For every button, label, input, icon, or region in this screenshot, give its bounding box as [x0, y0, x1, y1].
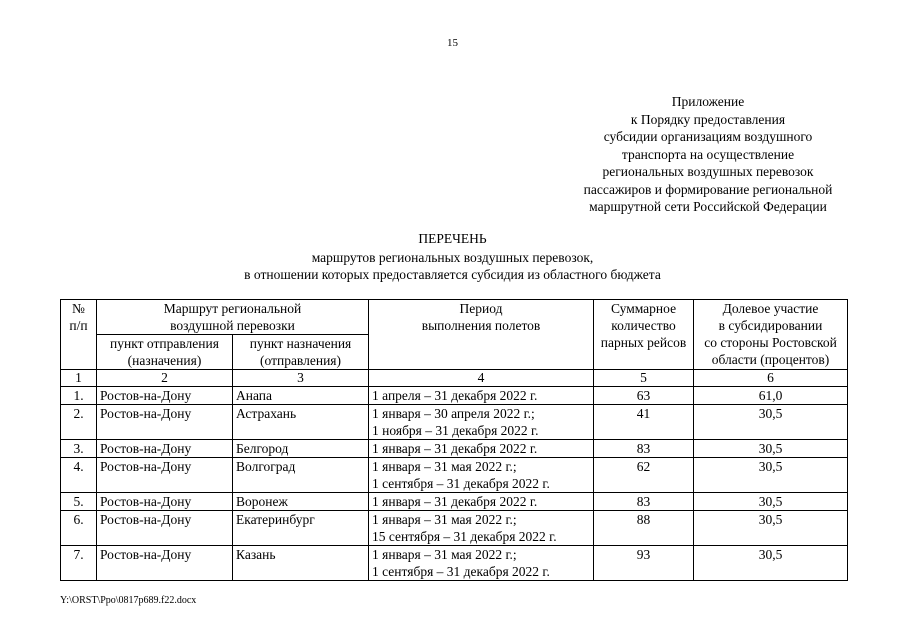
appendix-block: [553, 93, 863, 216]
column-number: 3: [233, 370, 369, 387]
flight-count: 93: [594, 546, 694, 581]
destination-point: Воронеж: [233, 493, 369, 511]
row-number: 4.: [61, 458, 97, 493]
destination-point: Казань: [233, 546, 369, 581]
flight-count: 62: [594, 458, 694, 493]
document-title: [0, 230, 905, 284]
column-number-row: [61, 370, 848, 387]
table-row: [61, 387, 848, 405]
header-route: Маршрут региональной воздушной перевозки: [97, 300, 369, 335]
destination-point: Астрахань: [233, 405, 369, 440]
column-number: 5: [594, 370, 694, 387]
table-row: [61, 493, 848, 511]
title-line: маршрутов региональных воздушных перевозок,: [311, 249, 594, 265]
title-heading: ПЕРЕЧЕНЬ: [418, 231, 487, 246]
flight-count: 83: [594, 440, 694, 458]
table-row: [61, 405, 848, 440]
row-number: 5.: [61, 493, 97, 511]
appendix-line: пассажиров и формирование региональной: [583, 181, 833, 197]
departure-point: Ростов-на-Дону: [97, 458, 233, 493]
column-number: 6: [694, 370, 848, 387]
flight-count: 83: [594, 493, 694, 511]
departure-point: Ростов-на-Дону: [97, 405, 233, 440]
table-row: [61, 511, 848, 546]
header-flights: Суммарное количество парных рейсов: [594, 300, 694, 370]
destination-point: Анапа: [233, 387, 369, 405]
departure-point: Ростов-на-Дону: [97, 546, 233, 581]
header-departure: пункт отправления (назначения): [97, 335, 233, 370]
subsidy-share: 30,5: [694, 405, 848, 440]
departure-point: Ростов-на-Дону: [97, 387, 233, 405]
period-line: 1 сентября – 31 декабря 2022 г.: [372, 476, 550, 491]
page-number: 15: [447, 37, 458, 49]
period-line: 1 января – 30 апреля 2022 г.;: [372, 406, 535, 421]
flight-count: 88: [594, 511, 694, 546]
row-number: 1.: [61, 387, 97, 405]
file-path-footer: Y:\ORST\Ppo\0817p689.f22.docx: [60, 595, 197, 606]
flight-count: 41: [594, 405, 694, 440]
column-number: 4: [369, 370, 594, 387]
flight-period: [369, 387, 594, 405]
subsidy-share: 30,5: [694, 511, 848, 546]
row-number: 6.: [61, 511, 97, 546]
flight-period: [369, 493, 594, 511]
destination-point: Белгород: [233, 440, 369, 458]
period-line: 1 января – 31 мая 2022 г.;: [372, 547, 517, 562]
appendix-line: субсидии организациям воздушного: [603, 129, 813, 144]
destination-point: Волгоград: [233, 458, 369, 493]
row-number: 7.: [61, 546, 97, 581]
flight-period: [369, 440, 594, 458]
flight-count: 63: [594, 387, 694, 405]
appendix-line: к Порядку предоставления: [630, 111, 786, 127]
title-line: в отношении которых предоставляется субсидия из областного бюджета: [244, 267, 661, 282]
header-share: Долевое участие в субсидировании со стороны Ростовской области (процентов): [694, 300, 848, 370]
routes-table: [60, 299, 848, 581]
subsidy-share: 30,5: [694, 440, 848, 458]
subsidy-share: 61,0: [694, 387, 848, 405]
table-row: [61, 440, 848, 458]
row-number: 2.: [61, 405, 97, 440]
table-header-row: [61, 300, 848, 335]
period-line: 1 января – 31 декабря 2022 г.: [372, 494, 538, 509]
routes-table-body: [61, 387, 848, 581]
period-line: 1 сентября – 31 декабря 2022 г.: [372, 564, 550, 579]
appendix-line: транспорта на осуществление: [621, 146, 795, 162]
flight-period: [369, 546, 594, 581]
departure-point: Ростов-на-Дону: [97, 493, 233, 511]
period-line: 15 сентября – 31 декабря 2022 г.: [372, 529, 557, 544]
column-number: 1: [61, 370, 97, 387]
flight-period: [369, 405, 594, 440]
appendix-line: региональных воздушных перевозок: [602, 164, 814, 179]
column-number: 2: [97, 370, 233, 387]
destination-point: Екатеринбург: [233, 511, 369, 546]
subsidy-share: 30,5: [694, 458, 848, 493]
subsidy-share: 30,5: [694, 546, 848, 581]
period-line: 1 января – 31 мая 2022 г.;: [372, 459, 517, 474]
header-period: Период выполнения полетов: [369, 300, 594, 370]
table-row: [61, 546, 848, 581]
appendix-line: маршрутной сети Российской Федерации: [589, 199, 827, 214]
header-destination: пункт назначения (отправления): [233, 335, 369, 370]
flight-period: [369, 511, 594, 546]
appendix-line: Приложение: [671, 94, 745, 109]
table-row: [61, 458, 848, 493]
period-line: 1 ноября – 31 декабря 2022 г.: [372, 423, 539, 438]
flight-period: [369, 458, 594, 493]
header-num: № п/п: [61, 300, 97, 370]
subsidy-share: 30,5: [694, 493, 848, 511]
period-line: 1 апреля – 31 декабря 2022 г.: [372, 388, 538, 403]
period-line: 1 января – 31 декабря 2022 г.: [372, 441, 538, 456]
row-number: 3.: [61, 440, 97, 458]
period-line: 1 января – 31 мая 2022 г.;: [372, 512, 517, 527]
departure-point: Ростов-на-Дону: [97, 511, 233, 546]
departure-point: Ростов-на-Дону: [97, 440, 233, 458]
